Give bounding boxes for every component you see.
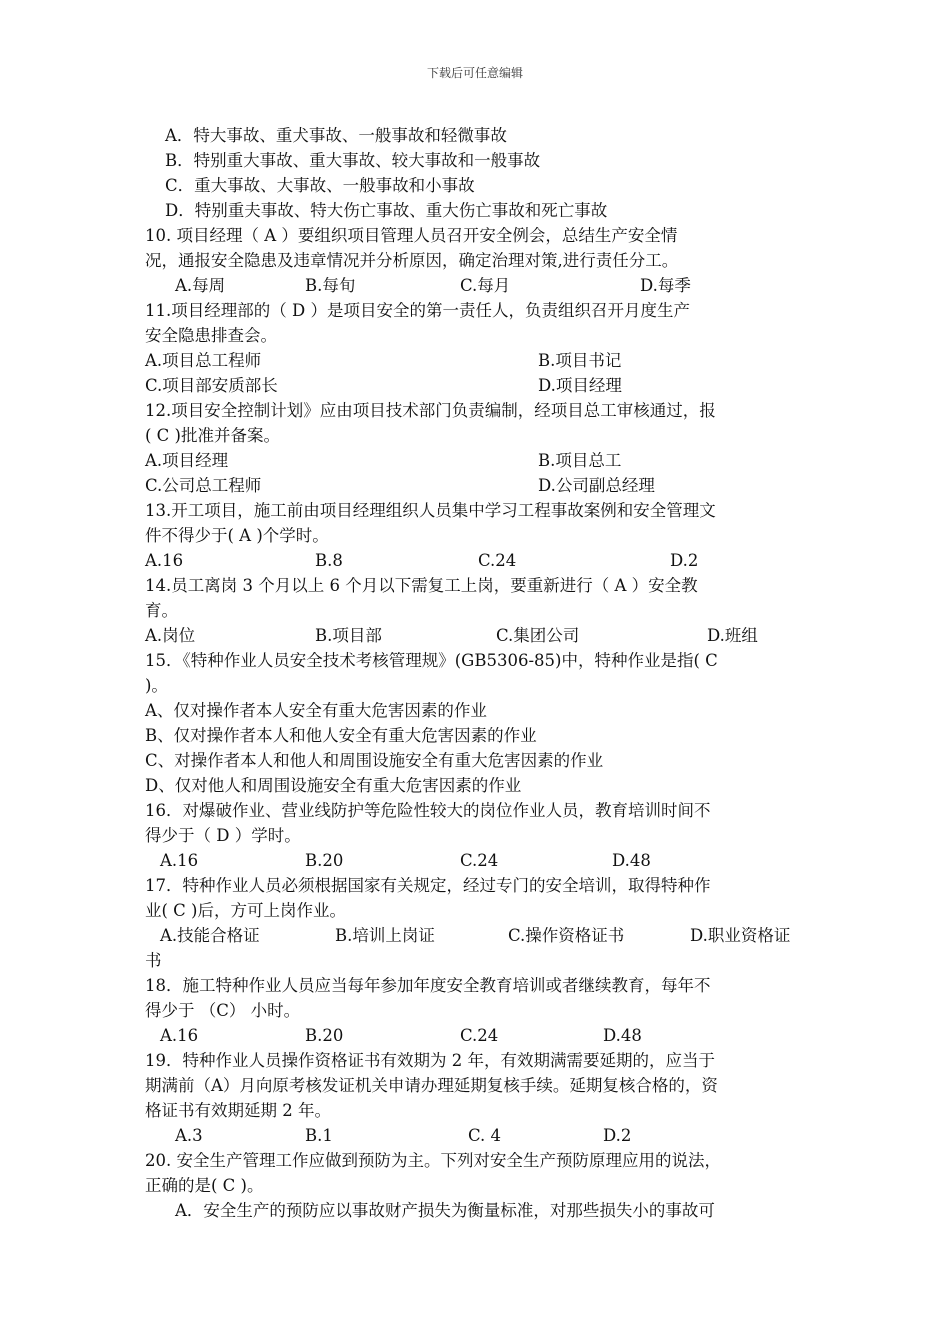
option-item: A.每周 xyxy=(175,276,226,295)
option-item: D.2 xyxy=(603,1126,632,1145)
option-item: B.每旬 xyxy=(305,276,356,295)
text-line: 14.员工离岗 3 个月以上 6 个月以下需复工上岗，要重新进行（ A ）安全教 xyxy=(145,576,698,595)
text-line: 期满前（A）月向原考核发证机关申请办理延期复核手续。延期复核合格的，资 xyxy=(145,1076,718,1095)
option-item: A.技能合格证 xyxy=(160,926,260,945)
option-item: B.20 xyxy=(305,851,344,870)
text-line: 15．《特种作业人员安全技术考核管理规》(GB5306-85)中，特种作业是指( C xyxy=(145,651,718,670)
text-line: C．重大事故、大事故、一般事故和小事故 xyxy=(165,176,475,195)
text-line: B、仅对操作者本人和他人安全有重大危害因素的作业 xyxy=(145,726,537,745)
option-item: C.24 xyxy=(460,1026,499,1045)
option-item: A.16 xyxy=(160,1026,199,1045)
page-header: 下载后可任意编辑 xyxy=(426,66,523,80)
option-item: A.16 xyxy=(145,551,184,570)
text-line: 业( C )后，方可上岗作业。 xyxy=(145,901,346,920)
text-line: 育。 xyxy=(145,601,178,620)
text-line: A．特大事故、重犬事故、一般事故和轻微事故 xyxy=(165,126,507,145)
option-item: D.2 xyxy=(670,551,699,570)
option-item: D.项目经理 xyxy=(538,376,622,395)
option-item: C.每月 xyxy=(460,276,511,295)
option-item: D.48 xyxy=(603,1026,642,1045)
text-line: A．安全生产的预防应以事故财产损失为衡量标准，对那些损失小的事故可 xyxy=(175,1201,715,1220)
option-item: D.职业资格证 xyxy=(690,926,791,945)
option-item: C.集团公司 xyxy=(496,626,580,645)
option-item: B.项目总工 xyxy=(538,451,622,470)
text-line: 17．特种作业人员必须根据国家有关规定，经过专门的安全培训，取得特种作 xyxy=(145,876,711,895)
option-item: C. 4 xyxy=(468,1126,502,1145)
option-item: D.48 xyxy=(612,851,651,870)
text-line: 格证书有效期延期 2 年。 xyxy=(145,1101,331,1120)
option-item: D.班组 xyxy=(707,626,758,645)
option-item: B.8 xyxy=(315,551,343,570)
text-line: 18．施工特种作业人员应当每年参加年度安全教育培训或者继续教育，每年不 xyxy=(145,976,711,995)
text-line: 得少于 （C） 小时。 xyxy=(145,1001,301,1020)
text-line: D、仅对他人和周围设施安全有重大危害因素的作业 xyxy=(145,776,522,795)
text-line: 况，通报安全隐患及违章情况并分析原因，确定治理对策,进行责任分工。 xyxy=(145,251,679,270)
text-line: 13.开工项目，施工前由项目经理组织人员集中学习工程事故案例和安全管理文 xyxy=(145,501,716,520)
option-item: C.24 xyxy=(460,851,499,870)
option-item: A.项目总工程师 xyxy=(145,351,262,370)
text-line: 书 xyxy=(145,951,162,970)
option-item: C.操作资格证书 xyxy=(508,926,625,945)
option-item: A.3 xyxy=(175,1126,203,1145)
option-item: D.每季 xyxy=(640,276,691,295)
text-line: C、对操作者本人和他人和周围设施安全有重大危害因素的作业 xyxy=(145,751,604,770)
option-item: C.24 xyxy=(478,551,517,570)
option-item: B.项目书记 xyxy=(538,351,622,370)
option-item: C.项目部安质部长 xyxy=(145,376,278,395)
text-line: 10. 项目经理（ A ）要组织项目管理人员召开安全例会，总结生产安全情 xyxy=(145,226,678,245)
option-item: B.培训上岗证 xyxy=(335,926,435,945)
text-line: A、仅对操作者本人安全有重大危害因素的作业 xyxy=(145,701,487,720)
text-line: 12.项目安全控制计划》应由项目技术部门负责编制，经项目总工审核通过，报 xyxy=(145,401,716,420)
text-line: 得少于（ D ）学时。 xyxy=(145,826,301,845)
option-item: B.20 xyxy=(305,1026,344,1045)
text-line: 20. 安全生产管理工作应做到预防为主。下列对安全生产预防原理应用的说法， xyxy=(145,1151,721,1170)
text-line: 安全隐患排查会。 xyxy=(145,326,277,345)
text-line: 16．对爆破作业、营业线防护等危险性较大的岗位作业人员，教育培训时间不 xyxy=(145,801,711,820)
text-line: D．特别重夫事故、特大伤亡事故、重大伤亡事故和死亡事故 xyxy=(165,201,608,220)
text-line: 11.项目经理部的（ D ）是项目安全的第一责任人，负责组织召开月度生产 xyxy=(145,301,690,320)
text-line: 件不得少于( A )个学时。 xyxy=(145,526,329,545)
text-line: 19．特种作业人员操作资格证书有效期为 2 年，有效期满需要延期的，应当于 xyxy=(145,1051,715,1070)
option-item: A.项目经理 xyxy=(145,451,229,470)
option-item: A.16 xyxy=(160,851,199,870)
text-line: 正确的是( C )。 xyxy=(145,1176,264,1195)
option-item: B.1 xyxy=(305,1126,333,1145)
option-item: B.项目部 xyxy=(315,626,382,645)
option-item: D.公司副总经理 xyxy=(538,476,655,495)
option-item: A.岗位 xyxy=(145,626,196,645)
text-line: ( C )批准并备案。 xyxy=(145,426,280,445)
option-item: C.公司总工程师 xyxy=(145,476,262,495)
text-line: B．特别重大事故、重大事故、较大事故和一般事故 xyxy=(165,151,541,170)
text-line: )。 xyxy=(145,676,168,695)
